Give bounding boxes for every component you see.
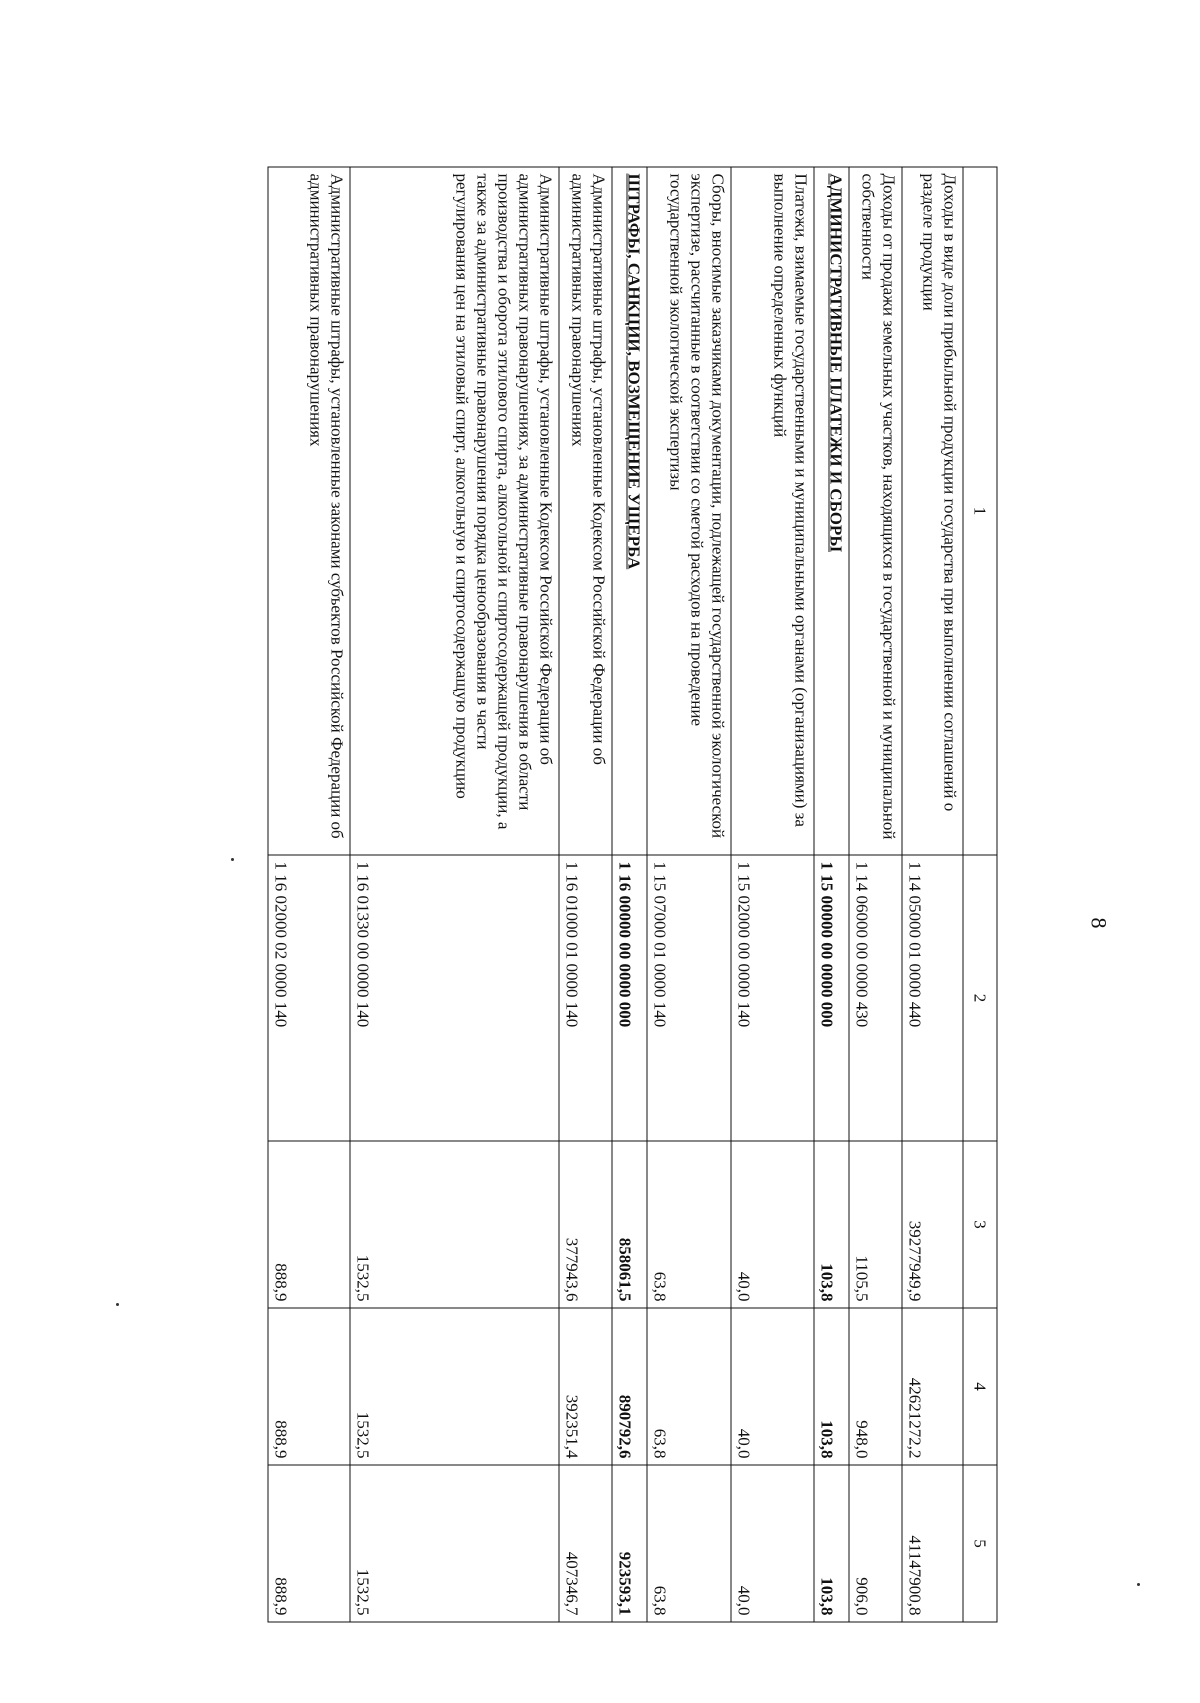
table-row <box>902 167 963 1622</box>
row-value-col5: 103,8 <box>814 1465 849 1622</box>
table-row <box>730 167 814 1622</box>
table-row <box>268 167 350 1622</box>
page-number: 8 <box>1086 917 1112 929</box>
row-name: Административные штрафы, установленные Кодексом Российской Федерации об административных правонарушениях, за административные правонарушения в области производства и оборота этилового спирта, алкогольной и спиртосодержащей продукции, а также за административные правонарушения порядка ценообразования в части регулирования цен на этиловый спирт, алкогольную и спиртосодержащую продукцию <box>349 167 558 855</box>
row-value-col3: 888,9 <box>268 1141 350 1308</box>
row-value-col3: 858061,5 <box>611 1141 646 1308</box>
row-value-col3: 1105,5 <box>849 1141 902 1308</box>
header-col-1: 1 <box>962 167 996 855</box>
row-name: Платежи, взимаемые государственными и муниципальными органами (организациями) за выполнение определенных функций <box>730 167 814 855</box>
row-value-col5: 906,0 <box>849 1465 902 1622</box>
table-row <box>558 167 611 1622</box>
row-value-col4: 63,8 <box>646 1308 730 1465</box>
scan-speck <box>116 1303 119 1306</box>
row-value-col3: 377943,6 <box>558 1141 611 1308</box>
row-name: ШТРАФЫ, САНКЦИИ, ВОЗМЕЩЕНИЕ УЩЕРБА <box>611 167 646 855</box>
row-value-col5: 40,0 <box>730 1465 814 1622</box>
revenue-table <box>267 166 997 1622</box>
row-code: 1 16 02000 02 0000 140 <box>268 855 350 1141</box>
row-value-col4: 392351,4 <box>558 1308 611 1465</box>
row-value-col4: 948,0 <box>849 1308 902 1465</box>
row-name: Административные штрафы, установленные законами субъектов Российской Федерации об административных правонарушениях <box>268 167 350 855</box>
row-value-col3: 1532,5 <box>349 1141 558 1308</box>
row-value-col4: 42621272,2 <box>902 1308 963 1465</box>
row-value-col4: 888,9 <box>268 1308 350 1465</box>
row-value-col5: 63,8 <box>646 1465 730 1622</box>
row-code: 1 16 01000 01 0000 140 <box>558 855 611 1141</box>
row-value-col5: 888,9 <box>268 1465 350 1622</box>
scan-speck <box>231 858 234 861</box>
row-value-col4: 890792,6 <box>611 1308 646 1465</box>
header-col-5: 5 <box>962 1465 996 1622</box>
row-value-col4: 1532,5 <box>349 1308 558 1465</box>
table-row <box>349 167 558 1622</box>
row-code: 1 16 00000 00 0000 000 <box>611 855 646 1141</box>
row-code: 1 15 07000 01 0000 140 <box>646 855 730 1141</box>
row-value-col5: 1532,5 <box>349 1465 558 1622</box>
row-code: 1 14 06000 00 0000 430 <box>849 855 902 1141</box>
header-row <box>962 167 996 1622</box>
table-row <box>646 167 730 1622</box>
row-value-col4: 103,8 <box>814 1308 849 1465</box>
scan-speck <box>1137 1583 1140 1586</box>
table-row <box>611 167 646 1622</box>
header-col-4: 4 <box>962 1308 996 1465</box>
row-name: Доходы от продажи земельных участков, находящихся в государственной и муниципальной собственности <box>849 167 902 855</box>
table-row <box>849 167 902 1622</box>
row-name: АДМИНИСТРАТИВНЫЕ ПЛАТЕЖИ И СБОРЫ <box>814 167 849 855</box>
table-row <box>814 167 849 1622</box>
row-name: Доходы в виде доли прибыльной продукции государства при выполнении соглашений о разделе продукции <box>902 167 963 855</box>
row-value-col3: 63,8 <box>646 1141 730 1308</box>
row-value-col3: 103,8 <box>814 1141 849 1308</box>
revenue-table-rotated <box>267 166 997 1621</box>
header-col-3: 3 <box>962 1141 996 1308</box>
row-value-col4: 40,0 <box>730 1308 814 1465</box>
row-code: 1 15 02000 00 0000 140 <box>730 855 814 1141</box>
row-value-col5: 407346,7 <box>558 1465 611 1622</box>
row-value-col3: 39277949,9 <box>902 1141 963 1308</box>
row-value-col3: 40,0 <box>730 1141 814 1308</box>
row-code: 1 14 05000 01 0000 440 <box>902 855 963 1141</box>
row-code: 1 15 00000 00 0000 000 <box>814 855 849 1141</box>
row-code: 1 16 01330 00 0000 140 <box>349 855 558 1141</box>
row-name: Сборы, вносимые заказчиками документации, подлежащей государственной экологической экспертизе, рассчитанные в соответствии со сметой расходов на проведение государственной экологической экспертизы <box>646 167 730 855</box>
row-name: Административные штрафы, установленные Кодексом Российской Федерации об административных правонарушениях <box>558 167 611 855</box>
row-value-col5: 923593,1 <box>611 1465 646 1622</box>
row-value-col5: 41147900,8 <box>902 1465 963 1622</box>
header-col-2: 2 <box>962 855 996 1141</box>
